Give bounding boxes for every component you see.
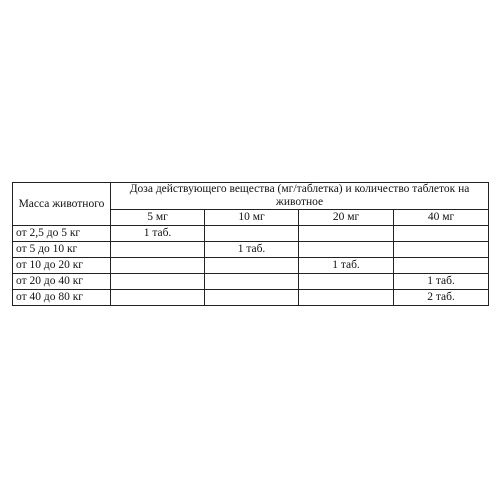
table-cell: 1 таб. bbox=[394, 274, 489, 290]
table-cell bbox=[205, 290, 299, 306]
mass-cell: от 5 до 10 кг bbox=[13, 242, 111, 258]
mass-cell: от 20 до 40 кг bbox=[13, 274, 111, 290]
table-cell bbox=[299, 226, 394, 242]
table-cell bbox=[111, 290, 205, 306]
table-cell bbox=[299, 290, 394, 306]
dose-header: Доза действующего вещества (мг/таблетка) и количество таблеток на животное bbox=[111, 183, 489, 210]
dose-10mg: 10 мг bbox=[205, 210, 299, 226]
table-cell bbox=[111, 274, 205, 290]
table-cell bbox=[299, 274, 394, 290]
table-row bbox=[13, 274, 489, 290]
table-cell: 1 таб. bbox=[299, 258, 394, 274]
table-row bbox=[13, 290, 489, 306]
table-cell bbox=[394, 258, 489, 274]
dosage-table bbox=[12, 182, 489, 306]
table-row bbox=[13, 242, 489, 258]
table-row bbox=[13, 258, 489, 274]
table-cell bbox=[205, 258, 299, 274]
table-cell bbox=[394, 226, 489, 242]
mass-cell: от 2,5 до 5 кг bbox=[13, 226, 111, 242]
table-cell: 1 таб. bbox=[205, 242, 299, 258]
table-cell bbox=[299, 242, 394, 258]
header-row bbox=[13, 183, 489, 210]
table-cell: 2 таб. bbox=[394, 290, 489, 306]
mass-header: Масса животного bbox=[13, 183, 111, 226]
table-cell: 1 таб. bbox=[111, 226, 205, 242]
table-cell bbox=[205, 274, 299, 290]
table-cell bbox=[205, 226, 299, 242]
table-cell bbox=[111, 242, 205, 258]
dose-5mg: 5 мг bbox=[111, 210, 205, 226]
table-cell bbox=[394, 242, 489, 258]
mass-cell: от 40 до 80 кг bbox=[13, 290, 111, 306]
table-cell bbox=[111, 258, 205, 274]
table-row bbox=[13, 226, 489, 242]
mass-cell: от 10 до 20 кг bbox=[13, 258, 111, 274]
dose-40mg: 40 мг bbox=[394, 210, 489, 226]
dose-20mg: 20 мг bbox=[299, 210, 394, 226]
